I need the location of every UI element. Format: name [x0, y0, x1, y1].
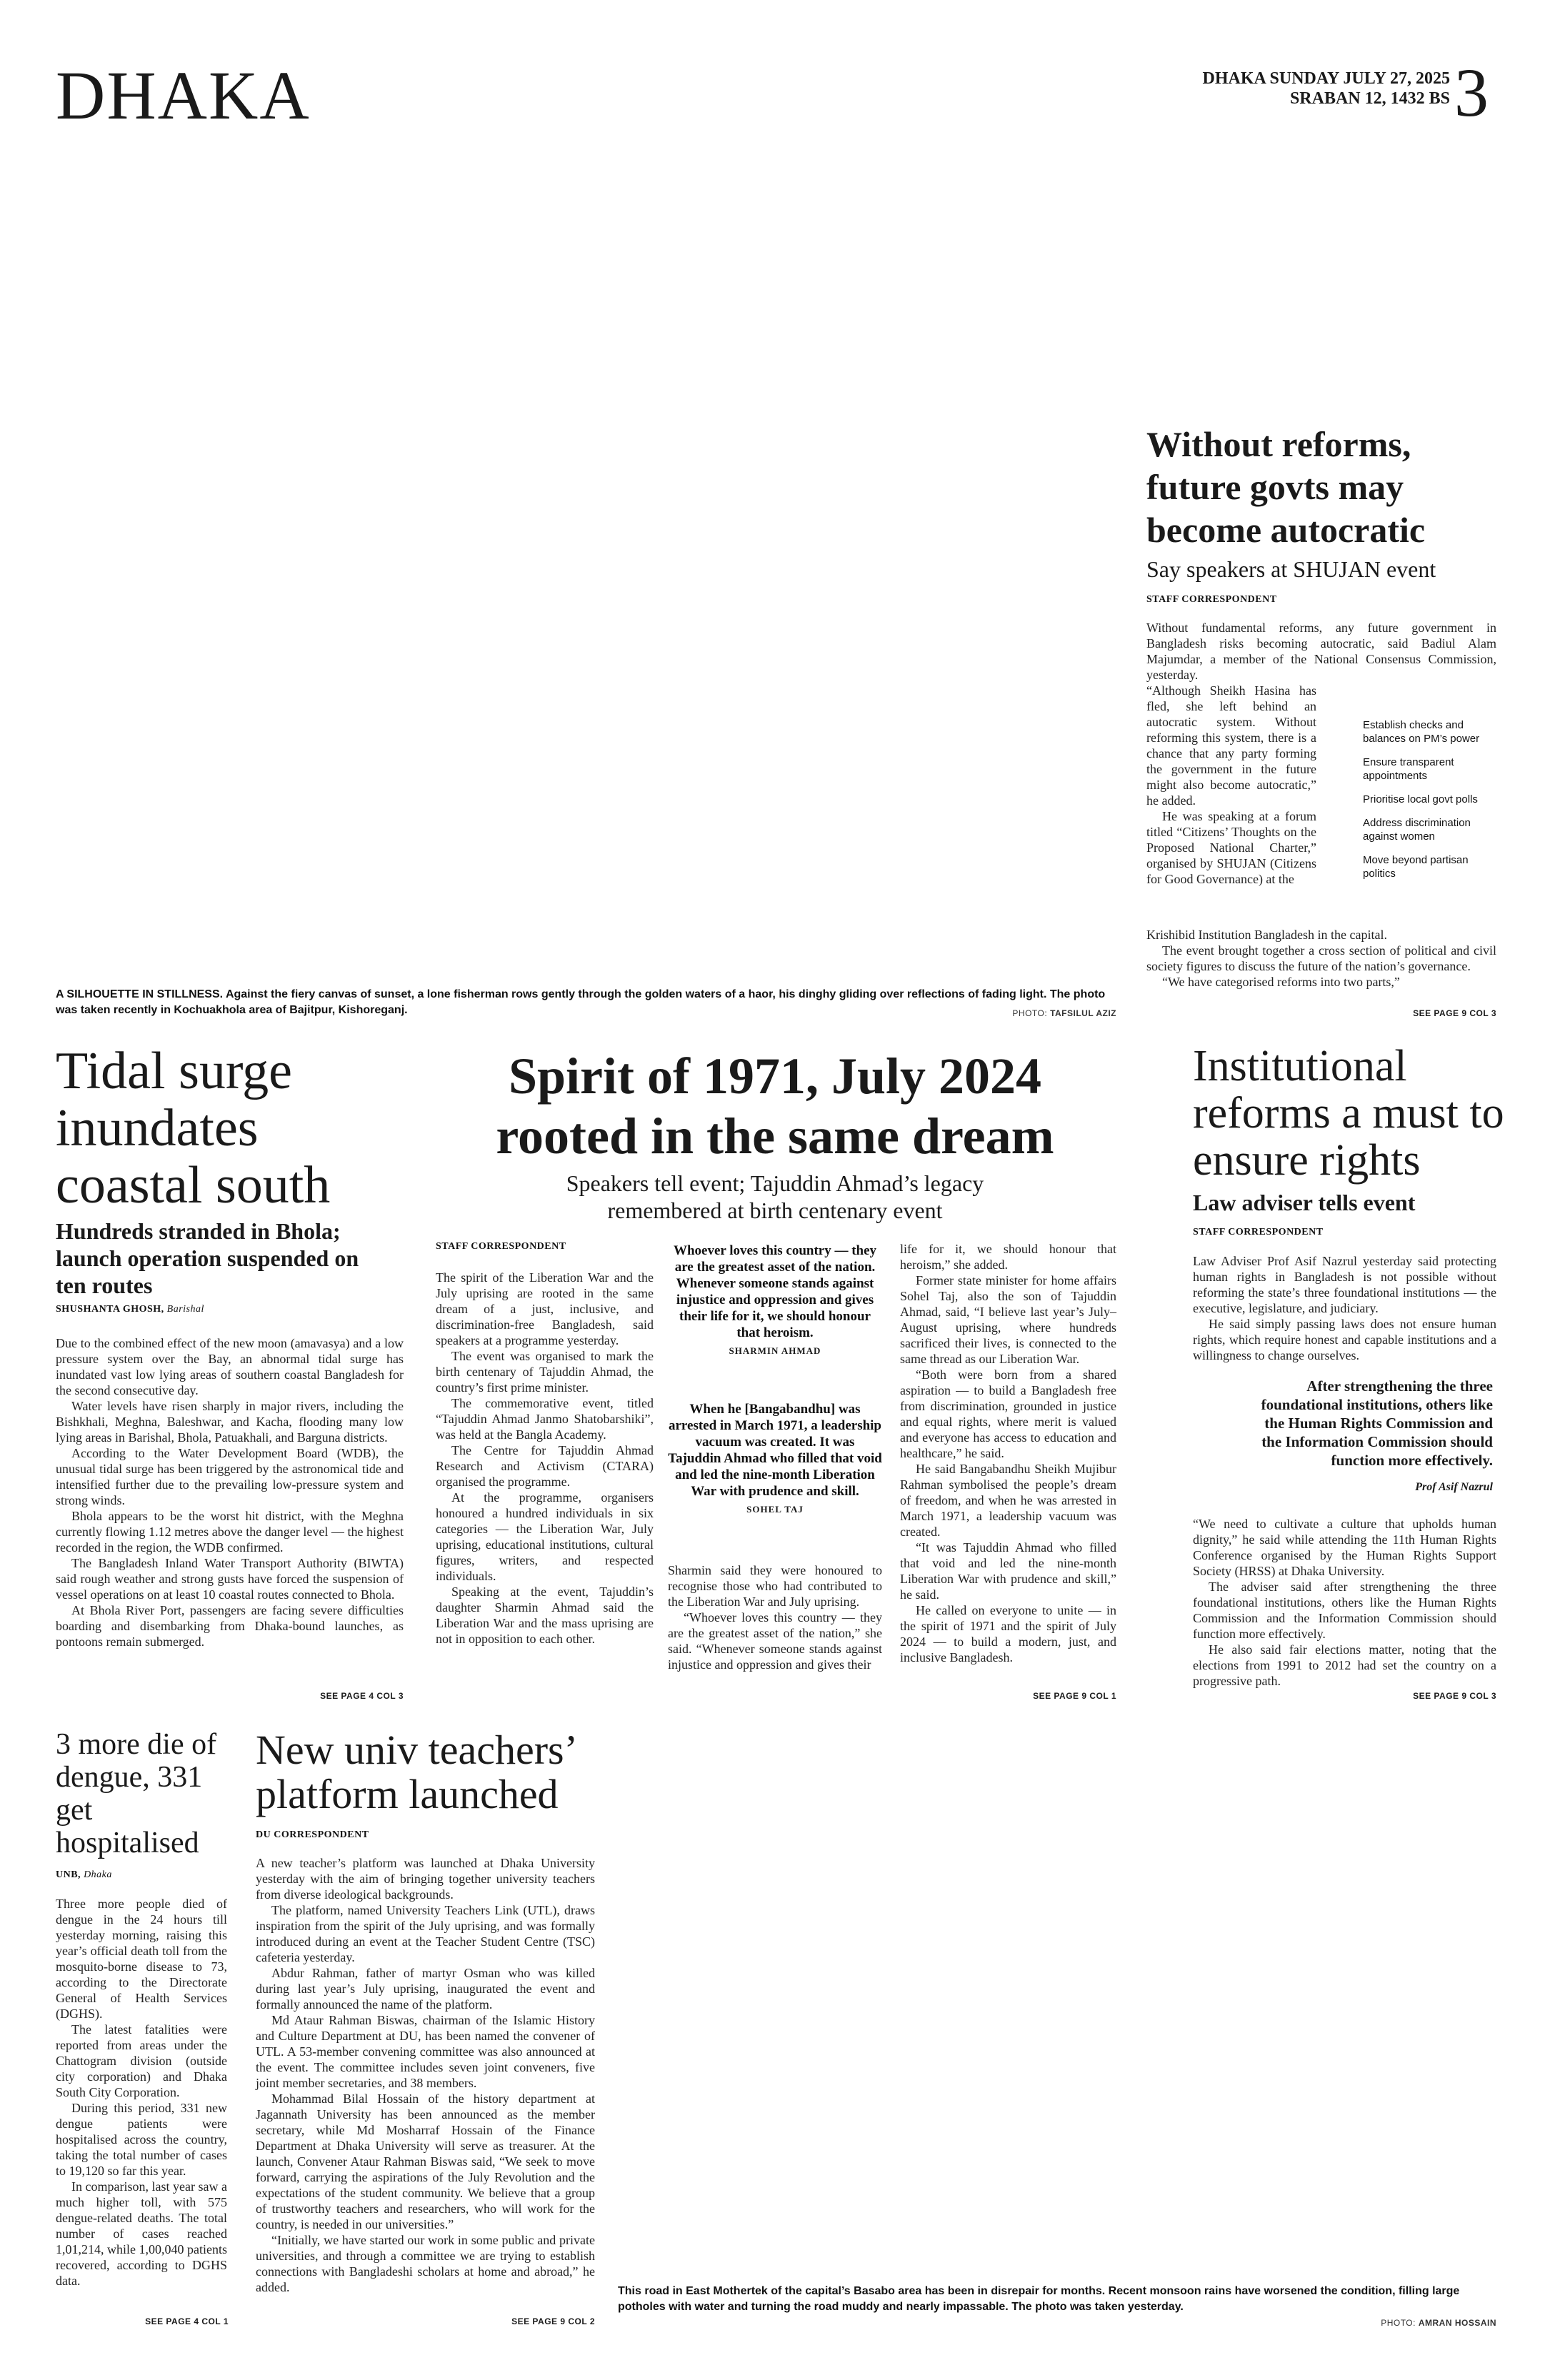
tidal-see-page[interactable]: SEE PAGE 4 COL 3 — [320, 1691, 404, 1701]
reforms-subhead: Say speakers at SHUJAN event — [1146, 556, 1436, 582]
institutional-subhead: Law adviser tells event — [1193, 1190, 1416, 1215]
bottom-photo-credit: PHOTO: AMRAN HOSSAIN — [1381, 2318, 1496, 2328]
dengue-headline: 3 more die of dengue, 331 get hospitalised — [56, 1728, 217, 1859]
top-photo-caption: A SILHOUETTE IN STILLNESS. Against the fiery canvas of sunset, a lone fisherman rows gently through the golden waters of a haor, his dinghy gliding over reflections of fading light. The photo was taken recently in Kochuakhola area of Bajitpur, Kishoreganj. — [56, 988, 1106, 1016]
dengue-see-page[interactable]: SEE PAGE 4 COL 1 — [145, 2316, 229, 2326]
sidebox-item: Address discrimination against women — [1363, 817, 1471, 843]
spirit-col2: Sharmin said they were honoured to recognise those who had contributed to the Liberation War and July uprising. “Whoever loves this country — they are the greatest asset of the nation,” she said. “Whenever someone stands against injustice and oppression and gives their — [668, 1563, 882, 1672]
reforms-headline: Without reforms, future govts may become autocratic — [1146, 424, 1426, 550]
bangla-date: SRABAN 12, 1432 BS — [1289, 89, 1450, 108]
spirit-col3: life for it, we should honour that heroism,” she added. Former state minister for home affairs Sohel Taj, also the son of Tajuddin Ahmad, said, “I believe last year’s July–August uprising, where hundreds sacrificed their lives, is connected to the same thread as our Liberation War. “Both were born from a shared aspiration — to build a Bangladesh free from discrimination, grounded in justice and equal rights, where merit is valued and everyone has access to education and healthcare,” he said. He said Bangabandhu Sheikh Mujibur Rahman symbolised the people’s dream of freedom, and when he was arrested in March 1971, a leadership vacuum was created. “It was Tajuddin Ahmad who filled that void and led the nine-month Liberation War with prudence and skill,” he said. He called on everyone to unite — in the spirit of 1971 and the spirit of July 2024 — to build a modern, just, and inclusive Bangladesh. — [900, 1242, 1116, 1665]
tidal-body: Due to the combined effect of the new moon (amavasya) and a low pressure system over the Bay, an abnormal tidal surge has inundated vast low lying areas of southern coastal Bangladesh for the second consecutive day. Water levels have risen sharply in major rivers, including the Bishkhali, Meghna, Baleshwar, and Kacha, flooding many low lying areas in Barishal, Bhola, Patuakhali, and Barguna districts. According to the Water Development Board (WDB), the unusual tidal surge has been triggered by the astronomical tide and intensified further due to the prevailing low-pressure system and strong winds. Bhola appears to be the worst hit district, with the Meghna currently flowing 1.12 metres above the danger level — the highest recorded in the region, the WDB confirmed. The Bangladesh Inland Water Transport Authority (BIWTA) said rough weather and strong gusts have forced the suspension of vessel operations on at least 10 coastal routes connected to Bhola. At Bhola River Port, passengers are facing severe difficulties boarding and disembarking from Dhaka-bound launches, as pontoons remain submerged. — [56, 1336, 404, 1649]
reforms-byline: STAFF CORRESPONDENT — [1146, 594, 1277, 605]
spirit-col1: The spirit of the Liberation War and the July uprising are rooted in the same dream of a just, inclusive, and discrimination-free Bangladesh, said speakers at a programme yesterday. The event was organised to mark the birth centenary of Tajuddin Ahmad, the country’s first prime minister. The commemorative event, titled “Tajuddin Ahmad Janmo Shatobarshiki”, was held at the Bangla Academy. The Centre for Tajuddin Ahmad Research and Activism (CTARA) organised the programme. At the programme, organisers honoured a hundred individuals in six categories — the Liberation War, July uprising, educational institutions, cultural figures, writers, and respected individuals. Speaking at the event, Tajuddin’s daughter Sharmin Ahmad said the Liberation War and the mass uprising are not in opposition to each other. — [436, 1270, 654, 1646]
spirit-headline: Spirit of 1971, July 2024 rooted in the same dream — [496, 1048, 1054, 1165]
reforms-sidebox — [1363, 718, 1499, 890]
institutional-byline: STAFF CORRESPONDENT — [1193, 1227, 1324, 1237]
tidal-subhead: Hundreds stranded in Bhola; launch operation suspended on ten routes — [56, 1218, 359, 1298]
sidebox-item: Prioritise local govt polls — [1363, 793, 1478, 805]
univ-see-page[interactable]: SEE PAGE 9 COL 2 — [511, 2316, 595, 2326]
date-line: DHAKA SUNDAY JULY 27, 2025 — [1202, 69, 1450, 88]
institutional-body-top: Law Adviser Prof Asif Nazrul yesterday said protecting human rights in Bangladesh is not possible without reforming the state’s three foundational institutions — the executive, legislature, and judiciary. He said simply passing laws does not ensure human rights, which require honest and capable institutions and a willingness to change ourselves. — [1193, 1254, 1496, 1362]
top-photo-credit: PHOTO: TAFSILUL AZIZ — [1012, 1008, 1116, 1018]
spirit-quote2: When he [Bangabandhu] was arrested in March 1971, a leadership vacuum was created. It was Tajuddin Ahmad who filled that void and led the nine-month Liberation War with prudence and skill. SOHEL TAJ — [668, 1402, 882, 1515]
sidebox-item: Establish checks and balances on PM’s power — [1363, 719, 1480, 745]
sidebox-item: Move beyond partisan politics — [1363, 854, 1469, 880]
date-block — [1157, 69, 1450, 109]
reforms-see-page[interactable]: SEE PAGE 9 COL 3 — [1413, 1008, 1496, 1018]
reforms-tail: Krishibid Institution Bangladesh in the capital. The event brought together a cross section of political and civil society figures to discuss the future of the nation’s governance. “We have categorised reforms into two parts,” — [1146, 928, 1496, 989]
dengue-byline: UNB, Dhaka — [56, 1869, 112, 1880]
top-photo — [56, 140, 1116, 983]
tidal-headline: Tidal surge inundates coastal south — [56, 1042, 331, 1215]
page-number: 3 — [1454, 54, 1489, 131]
univ-body: A new teacher’s platform was launched at Dhaka University yesterday with the aim of bringing together university teachers from diverse ideological backgrounds. The platform, named University Teachers Link (UTL), draws inspiration from the spirit of the July uprising, and was formally introduced during an event at the Teacher Student Centre (TSC) cafeteria yesterday. Abdur Rahman, father of martyr Osman who was killed during last year’s July uprising, inaugurated the event and formally announced the name of the platform. Md Ataur Rahman Biswas, chairman of the Islamic History and Culture Department at DU, has been named the convener of UTL. A 53-member convening committee was also announced at the event. The committee includes seven joint conveners, five joint member secretaries, and 38 members. Mohammad Bilal Hossain of the history department at Jagannath University has been announced as the member secretary, while Md Mosharraf Hossain of the Finance Department at Dhaka University will serve as treasurer. At the launch, Convener Ataur Rahman Biswas said, “We seek to move forward, carrying the aspirations of the July Revolution and the expectations of the student community. We believe that a group of trustworthy teachers and researchers, who will work for the country, is needed in our universities.” “Initially, we have started our work in some public and private universities, and through a committee we are trying to establish connections with Bangladeshi scholars at home and abroad,” he added. — [256, 1856, 595, 2294]
spirit-subhead: Speakers tell event; Tajuddin Ahmad’s legacy remembered at birth centenary event — [566, 1170, 984, 1223]
sidebox-item: Ensure transparent appointments — [1363, 756, 1454, 782]
reforms-lead: Without fundamental reforms, any future government in Bangladesh risks becoming autocratic, said Badiul Alam Majumdar, a member of the National Consensus Commission, yesterday. — [1146, 621, 1496, 682]
institutional-see-page[interactable]: SEE PAGE 9 COL 3 — [1413, 1691, 1496, 1701]
bottom-photo-caption: This road in East Mothertek of the capital’s Basabo area has been in disrepair for months. Recent monsoon rains have worsened the condition, filling large potholes with water and turning the road muddy and nearly impassable. The photo was taken yesterday. — [618, 2285, 1460, 2313]
section-title: DHAKA — [56, 57, 311, 134]
institutional-headline: Institutional reforms a must to ensure rights — [1193, 1042, 1504, 1185]
spirit-quote1: Whoever loves this country — they are the greatest asset of the nation. Whenever someone stands against injustice and oppression and gives their life for it, we should honour that heroism. SHARMIN AHMAD — [673, 1243, 877, 1356]
dengue-body: Three more people died of dengue in the 24 hours till yesterday morning, raising this year’s official death toll from the mosquito-borne disease to 73, according to the Directorate General of Health Services (DGHS). The latest fatalities were reported from areas under the Chattogram division (outside city corporation) and Dhaka South City Corporation. During this period, 331 new dengue patients were hospitalised across the country, taking the total number of cases to 19,120 so far this year. In comparison, last year saw a much higher toll, with 575 dengue-related deaths. The total number of cases reached 1,01,214, while 1,00,040 patients recovered, according to DGHS data. — [56, 1897, 227, 2288]
institutional-body-bottom: “We need to cultivate a culture that upholds human dignity,” he said while attending the 11th Human Rights Conference organised by the Human Rights Support Society (HRSS) at Dhaka University. The adviser said after strengthening the three foundational institutions, others like the Human Rights Commission and the Information Commission should function more effectively. He also said fair elections matter, noting that the elections from 1991 to 2012 had set the country on a progressive path. — [1193, 1517, 1496, 1688]
univ-byline: DU CORRESPONDENT — [256, 1829, 369, 1840]
tidal-byline: SHUSHANTA GHOSH, Barishal — [56, 1304, 204, 1315]
institutional-pull-quote: After strengthening the three foundational institutions, others like the Human Rights Commission and the Information Commission should function more effectively. Prof Asif Nazrul — [1261, 1377, 1493, 1493]
univ-headline: New univ teachers’ platform launched — [256, 1727, 575, 1817]
spirit-see-page[interactable]: SEE PAGE 9 COL 1 — [1033, 1691, 1116, 1701]
reforms-narrow-col: “Although Sheikh Hasina has fled, she left behind an autocratic system. Without reforming this system, there is a chance that any party forming the government in the future might also become autocratic,” he added. He was speaking at a forum titled “Citizens’ Thoughts on the Proposed National Charter,” organised by SHUJAN (Citizens for Good Governance) at the — [1146, 683, 1316, 886]
bottom-photo — [618, 1728, 1496, 2278]
spirit-byline: STAFF CORRESPONDENT — [436, 1241, 566, 1252]
